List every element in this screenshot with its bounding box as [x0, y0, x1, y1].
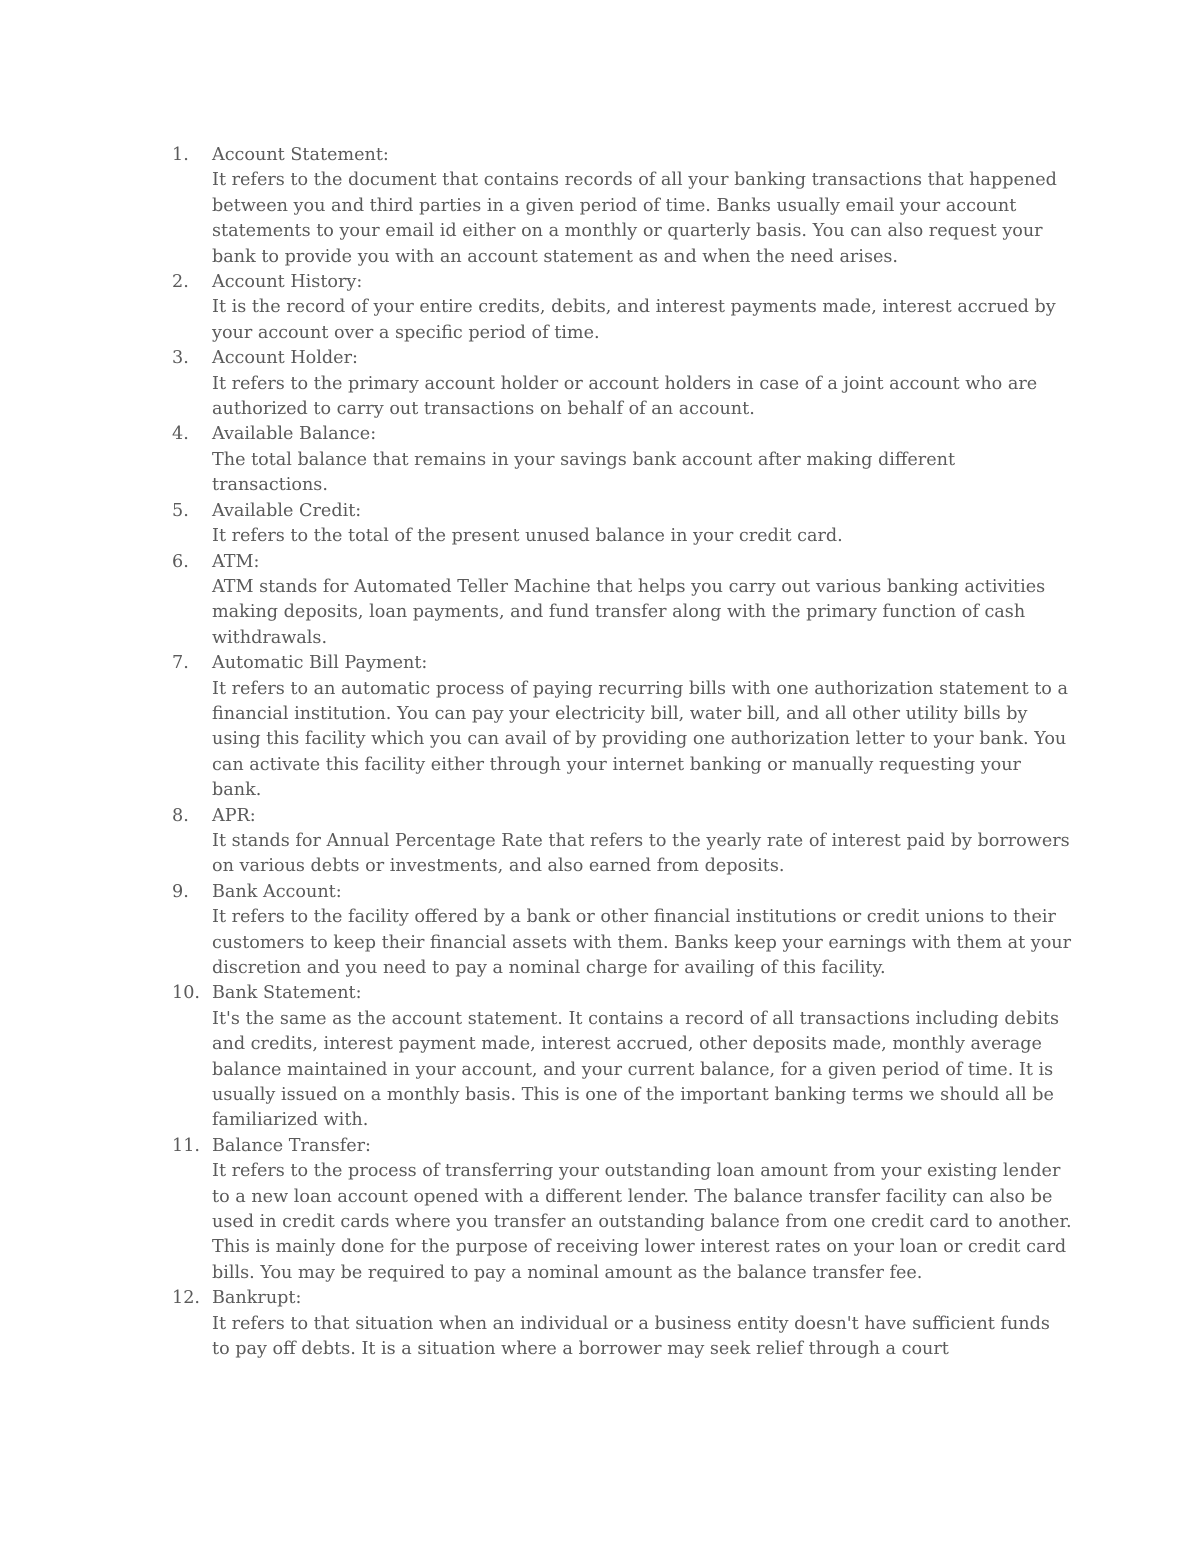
term-definition: The total balance that remains in your savings bank account after making different transactions.: [212, 449, 956, 496]
term-heading: Account Holder:: [212, 348, 358, 369]
banking-terms-list: [172, 143, 1072, 1363]
item-number: 7.: [172, 653, 189, 674]
term-definition: It refers to the facility offered by a bank or other financial institutions or credit unions to their customers to keep their financial assets with them. Banks keep your earnings with them at your discretion and you need to pay a nominal charge for availing of this facility.: [212, 907, 1072, 978]
item-number: 4.: [172, 424, 189, 445]
list-item: [172, 651, 1072, 803]
item-number: 3.: [172, 348, 189, 369]
item-number: 10.: [172, 983, 200, 1004]
term-definition: It refers to an automatic process of paying recurring bills with one authorization statement to a financial institution. You can pay your electricity bill, water bill, and all other utility bills by using this facility which you can avail of by providing one authorization letter to your bank. You can activate this facility either through your internet banking or manually requesting your bank.: [212, 678, 1068, 801]
item-number: 9.: [172, 881, 189, 902]
term-heading: Account Statement:: [212, 145, 389, 165]
list-item: [172, 550, 1072, 652]
list-item: [172, 880, 1072, 982]
term-definition: It refers to the process of transferring your outstanding loan amount from your existing lender to a new loan account opened with a different lender. The balance transfer facility can also be used in credit cards where you transfer an outstanding balance from one credit card to another. This is mainly done for the purpose of receiving lower interest rates on your loan or credit card bills. You may be required to pay a nominal amount as the balance transfer fee.: [212, 1161, 1072, 1283]
term-heading: Account History:: [212, 272, 363, 293]
item-number: 12.: [172, 1288, 200, 1309]
list-item: [172, 270, 1072, 346]
term-heading: Bank Account:: [212, 881, 342, 902]
item-number: 8.: [172, 805, 189, 826]
term-heading: Automatic Bill Payment:: [212, 653, 428, 674]
list-item: [172, 981, 1072, 1133]
item-number: 6.: [172, 551, 189, 572]
term-definition: It refers to the primary account holder or account holders in case of a joint account who are authorized to carry out transactions on behalf of an account.: [212, 373, 1038, 420]
list-item: [172, 422, 1072, 498]
term-definition: It refers to that situation when an individual or a business entity doesn't have sufficient funds to pay off debts. It is a situation where a borrower may seek relief through a court: [212, 1313, 1050, 1360]
item-number: 1.: [172, 145, 189, 165]
list-item: [172, 1134, 1072, 1286]
term-definition: It's the same as the account statement. It contains a record of all transactions including debits and credits, interest payment made, interest accrued, other deposits made, monthly average balance maintained in your account, and your current balance, for a given period of time. It is usually issued on a monthly basis. This is one of the important banking terms we should all be familiarized with.: [212, 1008, 1060, 1131]
term-definition: It is the record of your entire credits, debits, and interest payments made, interest accrued by your account over a specific period of time.: [212, 297, 1056, 343]
list-item: [172, 804, 1072, 880]
list-item: [172, 143, 1072, 270]
term-heading: APR:: [212, 805, 256, 826]
term-definition: It refers to the document that contains records of all your banking transactions that happened between you and third parties in a given period of time. Banks usually email your account statements to your email id either on a monthly or quarterly basis. You can also request your bank to provide you with an account statement as and when the need arises.: [212, 170, 1057, 267]
term-definition: It stands for Annual Percentage Rate that refers to the yearly rate of interest paid by borrowers on various debts or investments, and also earned from deposits.: [212, 830, 1070, 877]
term-heading: Available Balance:: [212, 424, 377, 445]
list-item: [172, 499, 1072, 550]
term-definition: It refers to the total of the present unused balance in your credit card.: [212, 526, 843, 547]
term-definition: ATM stands for Automated Teller Machine that helps you carry out various banking activities making deposits, loan payments, and fund transfer along with the primary function of cash withdrawals.: [212, 576, 1046, 648]
item-number: 5.: [172, 500, 189, 521]
list-item: [172, 346, 1072, 422]
term-heading: Bank Statement:: [212, 983, 362, 1004]
term-heading: ATM:: [212, 551, 260, 572]
item-number: 11.: [172, 1135, 200, 1156]
list-item: [172, 1286, 1072, 1362]
item-number: 2.: [172, 272, 189, 293]
term-heading: Balance Transfer:: [212, 1135, 371, 1156]
term-heading: Bankrupt:: [212, 1288, 302, 1309]
term-heading: Available Credit:: [212, 500, 362, 521]
